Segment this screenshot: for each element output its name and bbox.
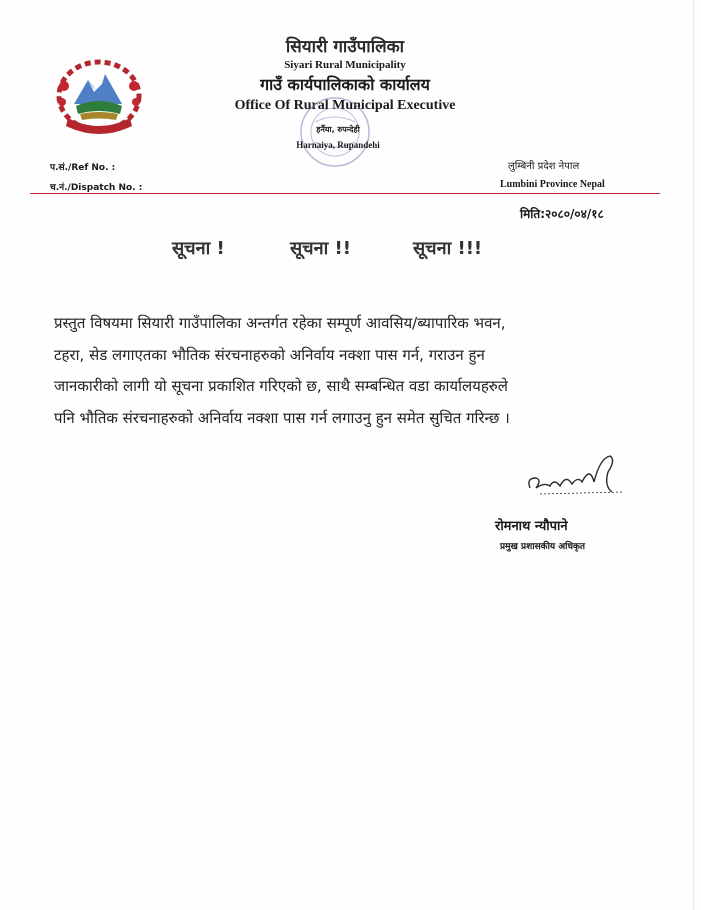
dispatch-no-label: च.नं./Dispatch No. : [50, 183, 143, 193]
page-edge [693, 0, 694, 910]
province-en: Lumbini Province Nepal [500, 179, 605, 190]
org-name-np: सियारी गाउँपालिका [285, 37, 405, 57]
notice-heading-1: सूचना ! [172, 238, 225, 259]
notice-heading-2: सूचना !! [290, 238, 351, 259]
nepal-emblem-icon [50, 56, 148, 140]
signatory-name: रोमनाथ न्यौपाने [495, 519, 568, 534]
org-name-en: Siyari Rural Municipality [284, 59, 406, 71]
office-name-en: Office Of Rural Municipal Executive [234, 98, 456, 113]
body-line: जानकारीको लागी यो सूचना प्रकाशित गरिएको छ, साथै सम्बन्धित वडा कार्यालयहरुले [54, 377, 508, 395]
header-divider [30, 193, 660, 194]
notice-heading-3: सूचना !!! [413, 238, 483, 259]
signatory-title: प्रमुख प्रशासकीय अधिकृत [500, 542, 586, 552]
province-np: लुम्बिनी प्रदेश नेपाल [508, 161, 580, 172]
office-name-np: गाउँ कार्यपालिकाको कार्यालय [260, 75, 430, 94]
body-line: टहरा, सेड लगाएतका भौतिक संरचनाहरुको अनिर्वाय नक्शा पास गर्न, गराउन हुन [54, 345, 485, 364]
signature-icon [520, 452, 630, 504]
ref-no-label: प.सं./Ref No. : [50, 163, 116, 173]
body-line: पनि भौतिक संरचनाहरुको अनिर्वाय नक्शा पास गर्न लगाउनु हुन समेत सुचित गरिन्छ । [54, 408, 510, 427]
location-np: हर्नैया, रुपन्देही [316, 125, 360, 134]
location-en: Harnaiya, Rupandehi [296, 140, 380, 150]
notice-body [54, 308, 644, 434]
body-line: प्रस्तुत विषयमा सियारी गाउँपालिका अन्तर्गत रहेका सम्पूर्ण आवसिय/ब्यापारिक भवन, [54, 314, 506, 332]
letter-date: मिति:२०८०/०४/१८ [520, 207, 604, 221]
